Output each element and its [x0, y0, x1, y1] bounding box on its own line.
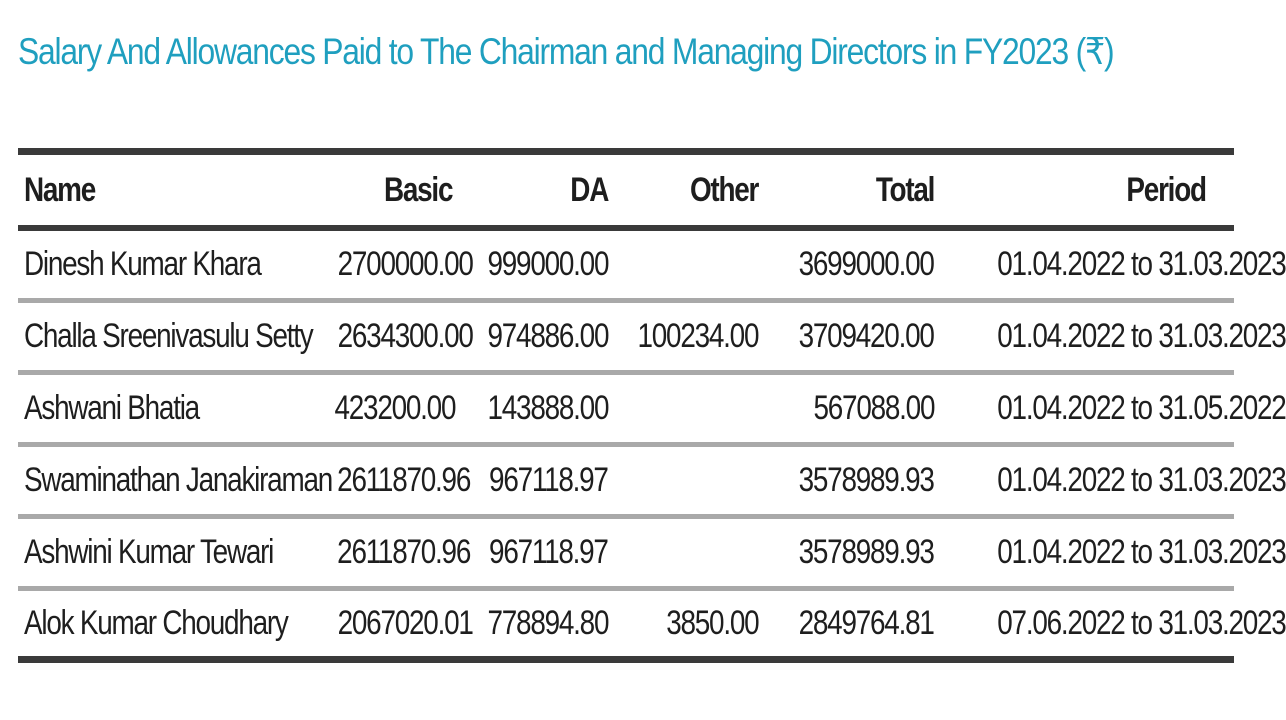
cell-other: 100234.00: [637, 317, 758, 355]
cell-other: [608, 245, 758, 284]
table-row: [18, 375, 1286, 447]
salary-table: [18, 148, 1286, 663]
cell-name: Swaminathan Janakiraman: [24, 461, 332, 499]
cell-total: 3578989.93: [798, 461, 934, 499]
cell-name: Challa Sreenivasulu Setty: [24, 317, 313, 355]
cell-da: 967118.97: [489, 533, 608, 571]
header-basic: Basic: [383, 170, 452, 209]
cell-basic: 2611870.96: [337, 461, 471, 499]
cell-period: 01.04.2022 to 31.03.2023: [997, 245, 1286, 283]
cell-total: 3578989.93: [798, 533, 934, 571]
header-period: Period: [1126, 170, 1206, 209]
cell-total: 567088.00: [813, 389, 934, 427]
cell-da: 778894.80: [487, 604, 608, 642]
cell-da: 974886.00: [487, 317, 608, 355]
cell-da: 967118.97: [489, 461, 608, 499]
cell-basic: 423200.00: [334, 389, 456, 427]
cell-basic: 2634300.00: [337, 317, 473, 355]
cell-basic: 2067020.01: [337, 604, 473, 642]
cell-total: 3709420.00: [798, 317, 934, 355]
cell-total: 2849764.81: [798, 604, 934, 642]
table-row: [18, 519, 1286, 591]
header-name: Name: [24, 170, 96, 209]
header-da: DA: [570, 170, 608, 209]
cell-name: Dinesh Kumar Khara: [24, 245, 261, 283]
cell-other: 3850.00: [665, 604, 758, 642]
cell-name: Ashwani Bhatia: [24, 389, 199, 427]
table-row: [18, 231, 1286, 303]
cell-period: 01.04.2022 to 31.05.2022: [997, 389, 1286, 427]
cell-period: 01.04.2022 to 31.03.2023: [997, 533, 1286, 571]
page-title: Salary And Allowances Paid to The Chairman and Managing Directors in FY2023 (₹): [18, 31, 1114, 72]
cell-basic: 2611870.96: [337, 533, 471, 571]
table-row: [18, 303, 1286, 375]
cell-name: Ashwini Kumar Tewari: [24, 533, 274, 571]
table-header-row: [18, 155, 1234, 231]
cell-period: 07.06.2022 to 31.03.2023: [997, 604, 1286, 642]
cell-basic: 2700000.00: [337, 245, 473, 283]
table-top-rule: [18, 148, 1234, 155]
cell-other: [608, 533, 758, 572]
cell-period: 01.04.2022 to 31.03.2023: [997, 461, 1286, 499]
header-other: Other: [689, 170, 758, 209]
cell-other: [608, 461, 758, 500]
cell-period: 01.04.2022 to 31.03.2023: [997, 317, 1286, 355]
cell-da: 999000.00: [487, 245, 608, 283]
cell-name: Alok Kumar Choudhary: [24, 604, 288, 642]
cell-total: 3699000.00: [798, 245, 934, 283]
cell-da: 143888.00: [487, 389, 608, 427]
table-row: [18, 591, 1286, 663]
cell-other: [608, 389, 758, 428]
header-total: Total: [875, 170, 934, 209]
table-row: [18, 447, 1286, 519]
